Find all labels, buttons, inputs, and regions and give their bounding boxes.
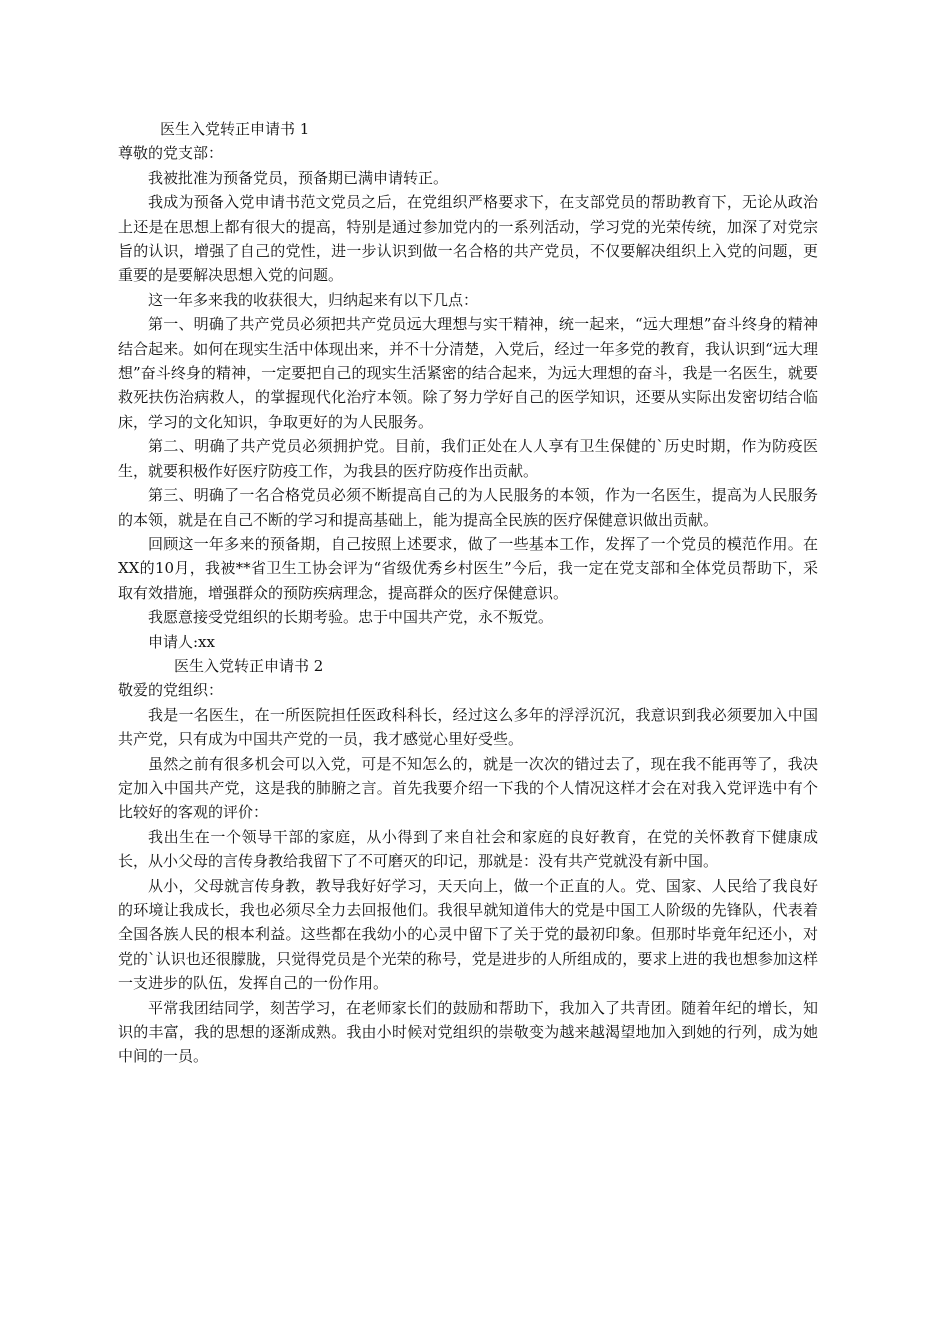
document-title-1: 医生入党转正申请书 1	[160, 120, 310, 138]
paragraph: 回顾这一年多来的预备期，自己按照上述要求，做了一些基本工作，发挥了一个党员的模范作用。在XX的10月，我被**省卫生工协会评为“省级优秀乡村医生”今后，我一定在党支部和全体党员帮助下，采取有效措施，增强群众的预防疾病理念，提高群众的医疗保健意识。	[118, 534, 818, 602]
paragraph: 平常我团结同学，刻苦学习，在老师家长们的鼓励和帮助下，我加入了共青团。随着年纪的增长，知识的丰富，我的思想的逐渐成熟。我由小时候对党组织的崇敬变为越来越渴望地加入到她的行列，成为她中间的一员。	[118, 998, 818, 1066]
paragraph: 我被批准为预备党员，预备期已满申请转正。	[148, 168, 449, 187]
paragraph: 第二、明确了共产党员必须拥护党。目前，我们正处在人人享有卫生保健的`历史时期，作为防疫医生，就要积极作好医疗防疫工作，为我县的医疗防疫作出贡献。	[118, 437, 818, 480]
document-page	[118, 117, 818, 1069]
paragraph: 我出生在一个领导干部的家庭，从小得到了来自社会和家庭的良好教育，在党的关怀教育下健康成长，从小父母的言传身教给我留下了不可磨灭的印记，那就是：没有共产党就没有新中国。	[118, 827, 818, 871]
paragraph: 从小，父母就言传身教，教导我好好学习，天天向上，做一个正直的人。党、国家、人民给了我良好的环境让我成长，我也必须尽全力去回报他们。我很早就知道伟大的党是中国工人阶级的先锋队，代表着全国各族人民的根本利益。这些都在我幼小的心灵中留下了关于党的最初印象。但那时毕竟年纪还小，对党的`认识也还很朦胧，只觉得党员是个光荣的称号，党是进步的人所组成的，要求上进的我也想参加这样一支进步的队伍，发挥自己的一份作用。	[118, 876, 818, 993]
document-title-2: 医生入党转正申请书 2	[174, 656, 324, 675]
salutation-2: 敬爱的党组织：	[118, 681, 224, 700]
paragraph: 第一、明确了共产党员必须把共产党员远大理想与实干精神，统一起来，“远大理想”奋斗终身的精神结合起来。如何在现实生活中体现出来，并不十分清楚，入党后，经过一年多党的教育，我认识到“远大理想”奋斗终身的精神，一定要把自己的现实生活紧密的结合起来，为远大理想的奋斗，我是一名医生，就要救死扶伤治病救人，的掌握现代化治疗本领。除了努力学好自己的医学知识，还要从实际出发密切结合临床，学习的文化知识，争取更好的为人民服务。	[118, 315, 818, 431]
paragraph: 这一年多来我的收获很大，归纳起来有以下几点：	[148, 290, 479, 309]
paragraph: 我愿意接受党组织的长期考验。忠于中国共产党，永不叛党。	[148, 608, 554, 627]
paragraph: 我成为预备入党申请书范文党员之后，在党组织严格要求下，在支部党员的帮助教育下，无论从政治上还是在思想上都有很大的提高，特别是通过参加党内的一系列活动，学习党的光荣传统，加深了对党宗旨的认识，增强了自己的党性，进一步认识到做一名合格的共产党员，不仅要解决组织上入党的问题，更重要的是要解决思想入党的问题。	[118, 193, 818, 285]
paragraph: 第三、明确了一名合格党员必须不断提高自己的为人民服务的本领，作为一名医生，提高为人民服务的本领，就是在自己不断的学习和提高基础上，能为提高全民族的医疗保健意识做出贡献。	[118, 486, 818, 529]
paragraph: 我是一名医生，在一所医院担任医政科科长，经过这么多年的浮浮沉沉，我意识到我必须要加入中国共产党，只有成为中国共产党的一员，我才感觉心里好受些。	[118, 705, 818, 749]
salutation-1: 尊敬的党支部：	[118, 144, 224, 163]
applicant-signature: 申请人:xx	[148, 632, 215, 651]
paragraph: 虽然之前有很多机会可以入党，可是不知怎么的，就是一次次的错过去了，现在我不能再等了，我决定加入中国共产党，这是我的肺腑之言。首先我要介绍一下我的个人情况这样才会在对我入党评选中有个比较好的客观的评价：	[118, 754, 818, 822]
